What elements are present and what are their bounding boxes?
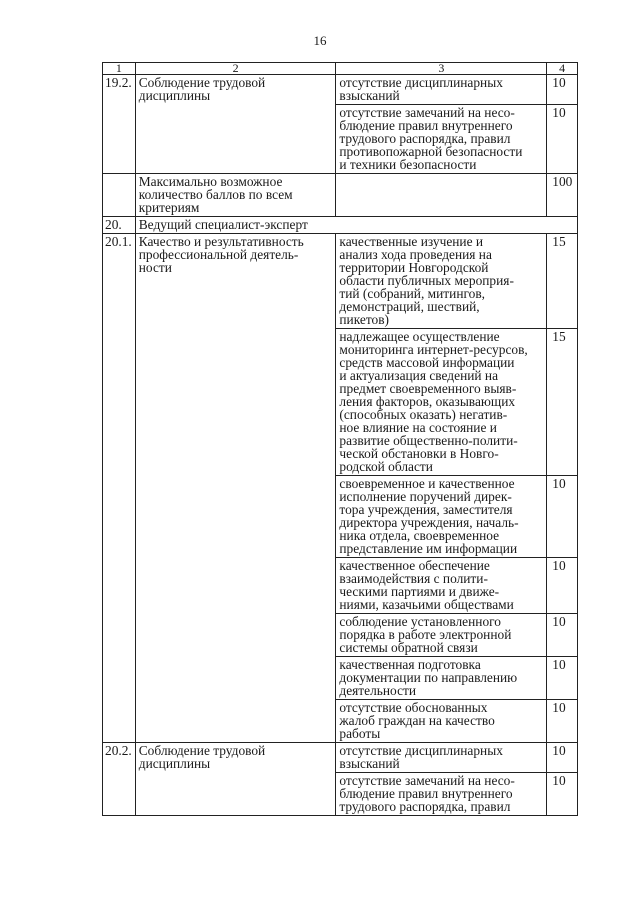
indicator-name: Соблюдение трудовой дисциплины <box>135 743 336 816</box>
criterion-text: отсутствие замечаний на несо- блюдение правил внутреннего трудового распорядка, правил противопожарной безопасности и техники безопасности <box>336 105 547 174</box>
header-row <box>103 63 578 75</box>
criterion-points: 10 <box>547 773 578 816</box>
criterion-points: 10 <box>547 558 578 614</box>
criterion-text: качественное обеспечение взаимодействия с полити- ческими партиями и движе- ниями, казачьими обществами <box>336 558 547 614</box>
indicator-number: 20.2. <box>103 743 136 816</box>
criterion-text: качественная подготовка документации по направлению деятельности <box>336 657 547 700</box>
criterion-points: 15 <box>547 329 578 476</box>
criterion-text: отсутствие обоснованных жалоб граждан на качество работы <box>336 700 547 743</box>
criterion-points: 10 <box>547 743 578 773</box>
indicator-name: Качество и результативность профессиональной деятель- ности <box>135 234 336 743</box>
indicator-name: Соблюдение трудовой дисциплины <box>135 75 336 174</box>
criterion-text: надлежащее осуществление мониторинга интернет-ресурсов, средств массовой информации и актуализация сведений на предмет своевременного выяв- ления факторов, оказывающих (способных оказать) негатив- ное влияние на состояние и развитие общественно-полити- ческой обстановки в Новго- родской области <box>336 329 547 476</box>
total-value <box>336 174 547 217</box>
column-header-criteria: 3 <box>336 63 547 75</box>
indicator-number: 19.2. <box>103 75 136 174</box>
criterion-points: 10 <box>547 657 578 700</box>
section-title: Ведущий специалист-эксперт <box>135 217 577 234</box>
criterion-text: своевременное и качественное исполнение поручений дирек- тора учреждения, заместителя директора учреждения, началь- ника отдела, своевременное представление им информации <box>336 476 547 558</box>
criterion-points: 10 <box>547 700 578 743</box>
column-header-indicator: 2 <box>135 63 336 75</box>
table-row <box>103 75 578 105</box>
total-label: Максимально возможное количество баллов по всем критериям <box>135 174 336 217</box>
criterion-points: 10 <box>547 105 578 174</box>
criterion-text: отсутствие дисциплинарных взысканий <box>336 75 547 105</box>
criteria-table <box>102 62 578 816</box>
criterion-points: 10 <box>547 614 578 657</box>
indicator-number: 20.1. <box>103 234 136 743</box>
table-row <box>103 743 578 773</box>
criterion-text: отсутствие дисциплинарных взысканий <box>336 743 547 773</box>
criterion-text: отсутствие замечаний на несо- блюдение правил внутреннего трудового распорядка, правил <box>336 773 547 816</box>
criterion-text: качественные изучение и анализ хода проведения на территории Новгородской области публичных мероприя- тий (собраний, митингов, демонстраций, шествий, пикетов) <box>336 234 547 329</box>
total-row <box>103 174 578 217</box>
column-header-points: 4 <box>547 63 578 75</box>
column-header-number: 1 <box>103 63 136 75</box>
total-number <box>103 174 136 217</box>
criterion-points: 10 <box>547 75 578 105</box>
total-points: 100 <box>547 174 578 217</box>
section-number: 20. <box>103 217 136 234</box>
section-row <box>103 217 578 234</box>
page-number: 16 <box>313 33 327 48</box>
criterion-text: соблюдение установленного порядка в работе электронной системы обратной связи <box>336 614 547 657</box>
table-row <box>103 234 578 329</box>
criterion-points: 10 <box>547 476 578 558</box>
criterion-points: 15 <box>547 234 578 329</box>
